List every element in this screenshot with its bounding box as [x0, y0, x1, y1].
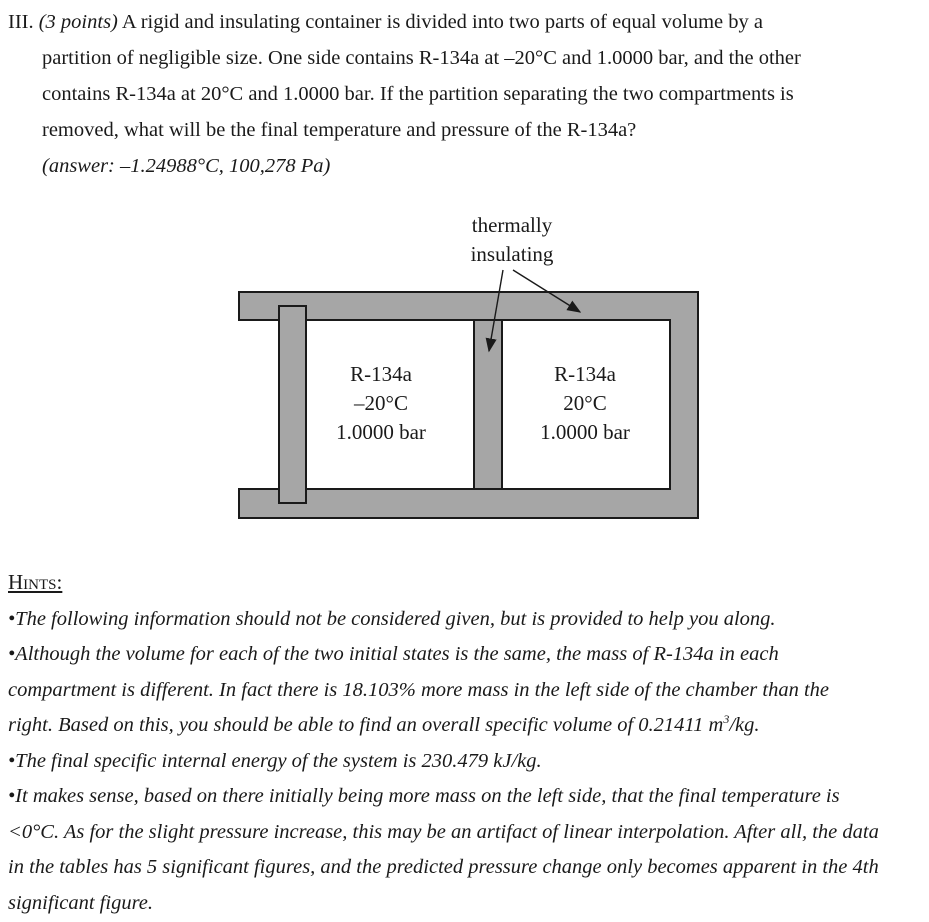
hint-line-4-text: right. Based on this, you should be able to find an overall specific volume of 0.21411 m [8, 714, 724, 736]
left-end-cap [279, 306, 306, 503]
answer-line: (answer: –1.24988°C, 100,278 Pa) [42, 155, 331, 177]
hint-line-7: <0°C. As for the slight pressure increase, this may be an artifact of linear interpolation. After all, the data [8, 820, 879, 843]
partition [474, 320, 502, 489]
hint-line-3: compartment is different. In fact there is 18.103% more mass in the left side of the chamber than the [8, 678, 830, 701]
problem-text-1: A rigid and insulating container is divided into two parts of equal volume by a [121, 11, 763, 33]
left-temperature-label: –20°C [354, 391, 408, 415]
problem-line-4: removed, what will be the final temperature and pressure of the R-134a? [42, 119, 637, 141]
hints-section [8, 565, 924, 921]
hints-title: Hints: [8, 570, 63, 594]
right-fluid-label: R-134a [554, 362, 616, 386]
hint-line-9: significant figure. [8, 891, 154, 914]
problem-number: III. [8, 11, 34, 33]
hint-line-4-unit: /kg. [729, 714, 760, 736]
hint-line-5: •The final specific internal energy of the system is 230.479 kJ/kg. [8, 749, 542, 772]
hint-line-4 [8, 708, 924, 744]
left-pressure-label: 1.0000 bar [336, 420, 426, 444]
hint-line-8: in the tables has 5 significant figures, and the predicted pressure change only becomes apparent in the 4th [8, 856, 879, 878]
container-wall [239, 292, 698, 518]
problem-line-2: partition of negligible size. One side contains R-134a at –20°C and 1.0000 bar, and the other [42, 47, 801, 69]
hint-line-6: •It makes sense, based on there initially being more mass on the left side, that the final temperature is [8, 785, 840, 807]
left-fluid-label: R-134a [350, 362, 412, 386]
right-pressure-label: 1.0000 bar [540, 420, 630, 444]
hint-line-1: •The following information should not be considered given, but is provided to help you along. [8, 607, 776, 630]
right-temperature-label: 20°C [563, 391, 607, 415]
problem-line-3: contains R-134a at 20°C and 1.0000 bar. If the partition separating the two compartments is [42, 83, 794, 105]
problem-points: (3 points) [38, 11, 118, 33]
annotation-thermally: thermally [471, 213, 553, 237]
annotation-insulating: insulating [470, 242, 554, 266]
hint-line-4-superscript: 3 [723, 712, 730, 726]
hint-line-2: •Although the volume for each of the two initial states is the same, the mass of R-134a in each [8, 643, 779, 665]
